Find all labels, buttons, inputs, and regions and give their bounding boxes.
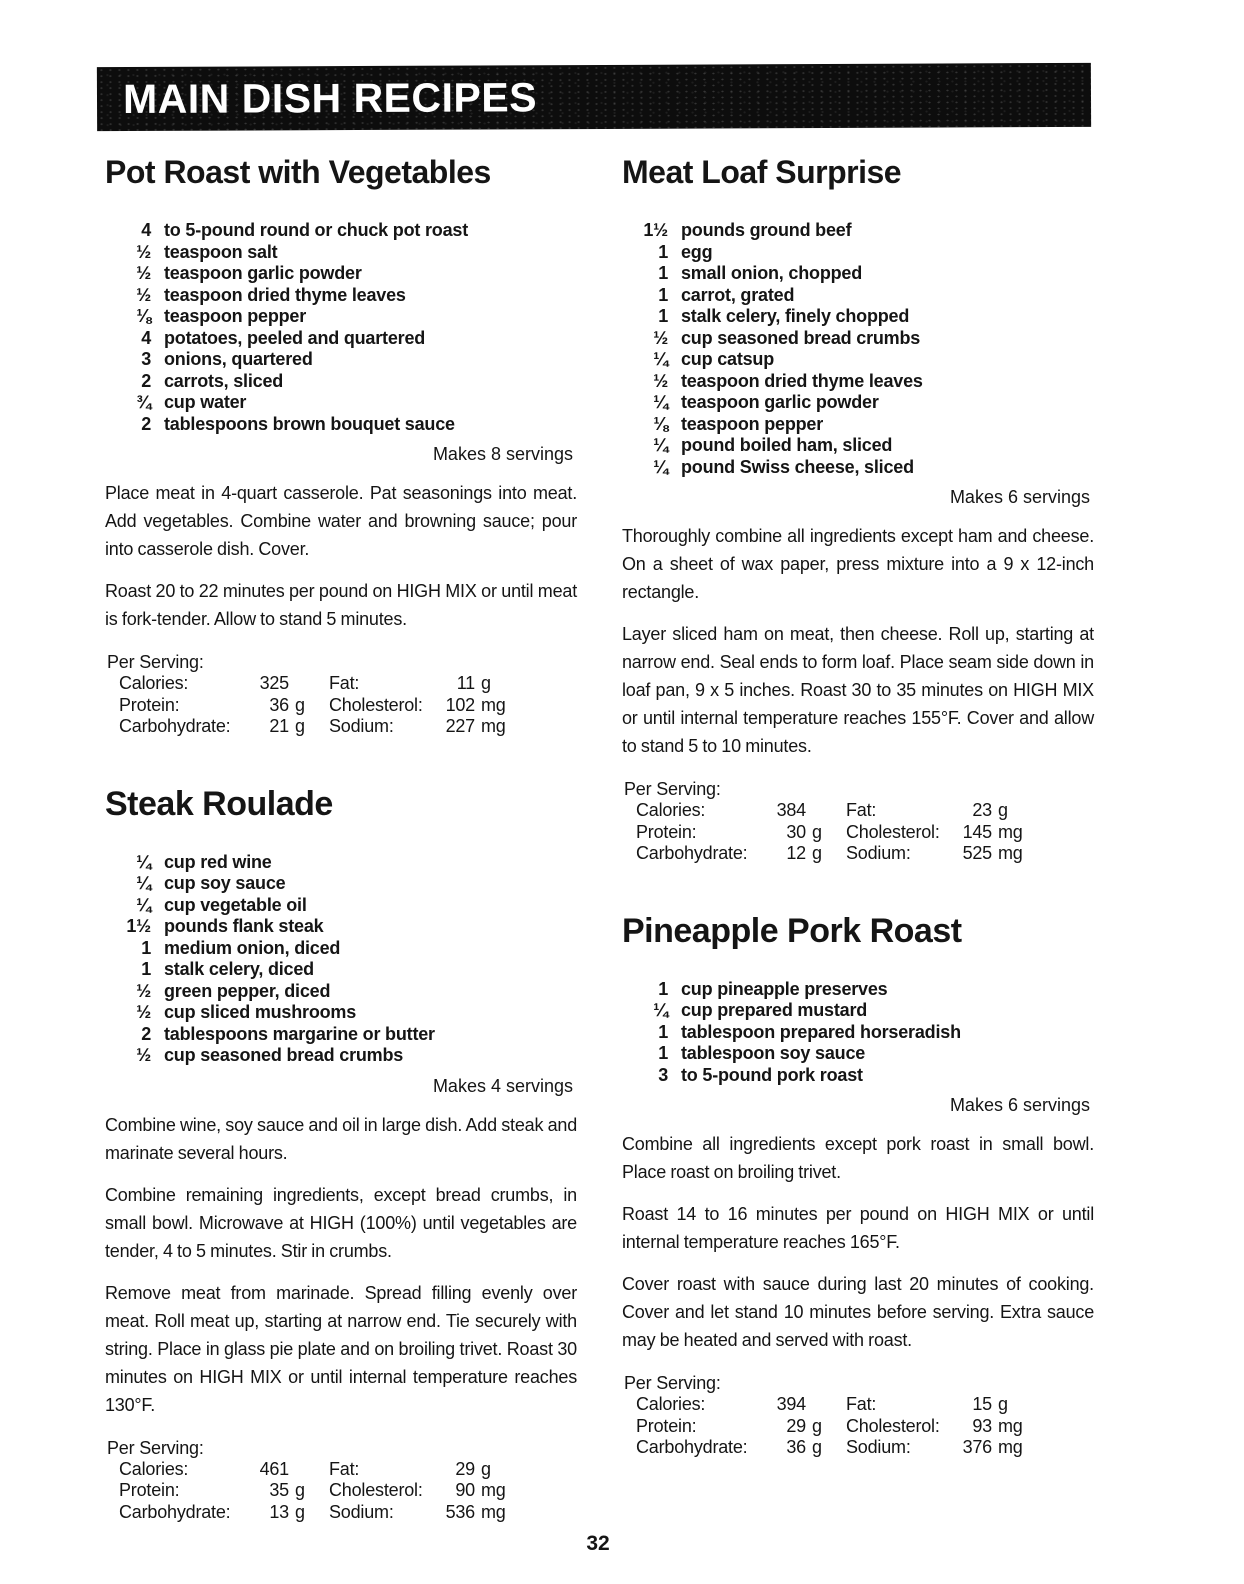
nutrition-block bbox=[105, 651, 577, 738]
ingredient-text: stalk celery, diced bbox=[164, 959, 314, 979]
ingredient-quantity: ⅛ bbox=[136, 306, 151, 326]
ingredient-quantity: 3 bbox=[141, 349, 151, 369]
recipe-title: Pot Roast with Vegetables bbox=[105, 154, 491, 190]
ingredient-text: cup red wine bbox=[164, 851, 272, 872]
ingredient-text: pound boiled ham, sliced bbox=[681, 435, 893, 455]
ingredient-text: teaspoon dried thyme leaves bbox=[681, 370, 923, 391]
nutrition-unit: mg bbox=[998, 1437, 1023, 1457]
nutrition-value: 384 bbox=[776, 800, 806, 820]
ingredient-row bbox=[622, 1043, 1094, 1065]
ingredient-quantity: ⅛ bbox=[653, 413, 668, 434]
per-serving-label: Per Serving: bbox=[624, 779, 721, 799]
nutrition-unit: g bbox=[812, 821, 822, 842]
ingredient-quantity: ½ bbox=[653, 327, 668, 348]
ingredient-text: carrots, sliced bbox=[164, 370, 284, 391]
nutrition-value: 93 bbox=[972, 1415, 992, 1436]
ingredient-text: pounds flank steak bbox=[164, 916, 324, 936]
ingredient-row bbox=[105, 1002, 577, 1024]
ingredient-quantity: 1½ bbox=[126, 916, 151, 936]
ingredient-text: tablespoon prepared horseradish bbox=[681, 1021, 961, 1042]
ingredient-text: teaspoon garlic powder bbox=[681, 392, 879, 412]
nutrition-unit: g bbox=[295, 716, 305, 736]
ingredient-text: teaspoon dried thyme leaves bbox=[164, 284, 406, 305]
ingredient-row bbox=[105, 895, 577, 917]
nutrition-value: 90 bbox=[455, 1480, 475, 1500]
nutrition-label: Protein: bbox=[119, 694, 180, 715]
instruction-paragraph: Roast 14 to 16 minutes per pound on HIGH MIX or until internal temperature reaches 165°F. bbox=[622, 1204, 1094, 1252]
ingredient-list bbox=[105, 220, 577, 435]
nutrition-value: 30 bbox=[786, 821, 806, 842]
nutrition-label: Sodium: bbox=[329, 1501, 394, 1522]
ingredient-quantity: 4 bbox=[141, 220, 151, 240]
ingredient-row bbox=[105, 349, 577, 371]
ingredient-text: pound Swiss cheese, sliced bbox=[681, 456, 914, 477]
nutrition-label: Calories: bbox=[119, 1458, 189, 1479]
ingredient-row bbox=[622, 979, 1094, 1001]
instructions bbox=[105, 1111, 577, 1419]
ingredient-text: cup soy sauce bbox=[164, 873, 286, 893]
nutrition-label: Calories: bbox=[636, 800, 706, 820]
ingredient-row bbox=[105, 392, 577, 414]
ingredient-row bbox=[105, 414, 577, 436]
left-column bbox=[105, 152, 577, 1523]
ingredient-quantity: ¼ bbox=[653, 392, 668, 412]
ingredient-text: cup water bbox=[164, 392, 247, 412]
nutrition-value: 536 bbox=[445, 1501, 475, 1522]
ingredient-quantity: 1 bbox=[658, 978, 668, 999]
ingredient-row bbox=[105, 938, 577, 960]
ingredient-list bbox=[622, 979, 1094, 1087]
instruction-paragraph: Thoroughly combine all ingredients except ham and cheese. On a sheet of wax paper, press mixture into a 9 x 12-inch rectangle. bbox=[622, 526, 1094, 602]
nutrition-block bbox=[622, 778, 1094, 865]
ingredient-quantity: 1 bbox=[141, 937, 151, 958]
ingredient-quantity: 1 bbox=[658, 263, 668, 283]
nutrition-value: 36 bbox=[269, 694, 289, 715]
instruction-paragraph: Combine remaining ingredients, except bread crumbs, in small bowl. Microwave at HIGH (100%) until vegetables are tender, 4 to 5 minutes. Stir in crumbs. bbox=[105, 1184, 577, 1261]
ingredient-quantity: 3 bbox=[658, 1064, 668, 1085]
instruction-paragraph: Combine wine, soy sauce and oil in large dish. Add steak and marinate several hours. bbox=[105, 1114, 577, 1163]
nutrition-value: 36 bbox=[786, 1437, 806, 1457]
nutrition-value: 525 bbox=[962, 843, 992, 863]
nutrition-unit: mg bbox=[998, 843, 1023, 863]
ingredient-row bbox=[622, 285, 1094, 307]
nutrition-row bbox=[622, 822, 1094, 844]
nutrition-value: 394 bbox=[776, 1394, 806, 1414]
instruction-paragraph: Remove meat from marinade. Spread filling evenly over meat. Roll meat up, starting at narrow end. Tie securely with string. Place in glass pie plate and on broiling trivet. Roast 30 minutes on HIGH MIX or until internal temperature reaches 130°F. bbox=[105, 1282, 577, 1415]
nutrition-row bbox=[622, 1437, 1094, 1459]
nutrition-value: 13 bbox=[269, 1501, 289, 1522]
ingredient-quantity: ½ bbox=[136, 1002, 151, 1022]
nutrition-rows bbox=[105, 1459, 577, 1524]
ingredient-text: cup vegetable oil bbox=[164, 894, 307, 915]
nutrition-block bbox=[105, 1437, 577, 1524]
section-title: MAIN DISH RECIPES bbox=[122, 73, 538, 122]
ingredient-row bbox=[105, 981, 577, 1003]
nutrition-value: 11 bbox=[456, 673, 475, 693]
ingredient-row bbox=[105, 371, 577, 393]
recipe-title: Meat Loaf Surprise bbox=[622, 154, 902, 190]
ingredient-row bbox=[105, 852, 577, 874]
ingredient-text: to 5-pound round or chuck pot roast bbox=[164, 220, 468, 240]
nutrition-unit: g bbox=[481, 1458, 491, 1479]
nutrition-row bbox=[105, 1459, 577, 1481]
ingredient-text: tablespoon soy sauce bbox=[681, 1043, 866, 1063]
nutrition-row bbox=[622, 1394, 1094, 1416]
ingredient-quantity: 1 bbox=[658, 241, 668, 262]
nutrition-label: Cholesterol: bbox=[846, 1415, 940, 1436]
ingredient-quantity: ½ bbox=[136, 284, 151, 305]
nutrition-row bbox=[105, 1480, 577, 1502]
nutrition-label: Carbohydrate: bbox=[636, 1437, 748, 1457]
nutrition-rows bbox=[622, 800, 1094, 865]
recipe-pot-roast-with-vegetables bbox=[105, 152, 577, 738]
instruction-paragraph: Layer sliced ham on meat, then cheese. Roll up, starting at narrow end. Seal ends to form loaf. Place seam side down in loaf pan, 9 x 5 inches. Roast 30 to 35 minutes on HIGH MIX or until internal temperature reaches 155°F. Cover and allow to stand 5 to 10 minutes. bbox=[622, 624, 1094, 756]
ingredient-row bbox=[105, 328, 577, 350]
nutrition-label: Protein: bbox=[636, 1415, 697, 1436]
instructions bbox=[105, 479, 577, 633]
section-header-bar bbox=[97, 63, 1091, 131]
instruction-paragraph: Place meat in 4-quart casserole. Pat seasonings into meat. Add vegetables. Combine water and browning sauce; pour into casserole dish. Cover. bbox=[105, 483, 577, 559]
ingredient-quantity: 1 bbox=[658, 1021, 668, 1042]
ingredient-text: carrot, grated bbox=[681, 284, 795, 305]
ingredient-quantity: 2 bbox=[141, 413, 151, 434]
nutrition-value: 15 bbox=[972, 1394, 992, 1414]
servings-note: Makes 8 servings bbox=[432, 444, 573, 464]
ingredient-row bbox=[622, 1000, 1094, 1022]
nutrition-label: Protein: bbox=[636, 821, 697, 842]
nutrition-unit bbox=[289, 673, 329, 695]
ingredient-row bbox=[622, 1022, 1094, 1044]
ingredient-row bbox=[622, 457, 1094, 479]
nutrition-label: Fat: bbox=[846, 800, 877, 820]
ingredient-text: teaspoon pepper bbox=[164, 306, 307, 326]
nutrition-unit: g bbox=[481, 673, 491, 693]
ingredient-text: cup catsup bbox=[681, 349, 775, 369]
ingredient-text: to 5-pound pork roast bbox=[681, 1064, 863, 1085]
ingredient-row bbox=[622, 414, 1094, 436]
nutrition-value: 461 bbox=[259, 1458, 289, 1479]
recipe-meat-loaf-surprise bbox=[622, 152, 1094, 865]
nutrition-unit: g bbox=[295, 1480, 305, 1500]
ingredient-quantity: ¼ bbox=[653, 349, 668, 369]
nutrition-rows bbox=[105, 673, 577, 738]
nutrition-unit: mg bbox=[998, 821, 1023, 842]
ingredient-text: green pepper, diced bbox=[164, 980, 331, 1001]
nutrition-label: Calories: bbox=[636, 1394, 706, 1414]
ingredient-row bbox=[622, 349, 1094, 371]
per-serving-label: Per Serving: bbox=[107, 652, 204, 672]
instruction-paragraph: Combine all ingredients except pork roast in small bowl. Place roast on broiling trivet. bbox=[622, 1134, 1094, 1182]
nutrition-unit: g bbox=[812, 1437, 822, 1457]
ingredient-list bbox=[622, 220, 1094, 478]
nutrition-label: Sodium: bbox=[329, 716, 394, 736]
servings-note: Makes 6 servings bbox=[949, 1095, 1090, 1115]
nutrition-value: 29 bbox=[455, 1458, 475, 1479]
nutrition-label: Fat: bbox=[329, 673, 360, 693]
ingredient-quantity: ¼ bbox=[653, 1000, 668, 1020]
nutrition-value: 21 bbox=[269, 716, 289, 736]
nutrition-unit bbox=[806, 1394, 846, 1416]
ingredient-text: medium onion, diced bbox=[164, 937, 341, 958]
nutrition-value: 102 bbox=[445, 694, 475, 715]
nutrition-value: 376 bbox=[962, 1437, 992, 1457]
instruction-paragraph: Cover roast with sauce during last 20 minutes of cooking. Cover and let stand 10 minutes before serving. Extra sauce may be heated and served with roast. bbox=[622, 1274, 1094, 1350]
recipe-title: Pineapple Pork Roast bbox=[622, 911, 962, 950]
ingredient-list bbox=[105, 852, 577, 1067]
ingredient-quantity: 1 bbox=[658, 1043, 668, 1063]
ingredient-row bbox=[105, 263, 577, 285]
ingredient-quantity: 1½ bbox=[643, 220, 668, 240]
nutrition-rows bbox=[622, 1394, 1094, 1459]
nutrition-label: Sodium: bbox=[846, 1437, 911, 1457]
nutrition-unit bbox=[806, 800, 846, 822]
nutrition-value: 325 bbox=[259, 673, 289, 693]
per-serving-label: Per Serving: bbox=[624, 1373, 721, 1393]
ingredient-quantity: ½ bbox=[136, 241, 151, 262]
nutrition-value: 23 bbox=[972, 800, 992, 820]
ingredient-text: cup seasoned bread crumbs bbox=[164, 1045, 404, 1065]
ingredient-row bbox=[622, 371, 1094, 393]
instructions bbox=[622, 522, 1094, 760]
nutrition-unit: mg bbox=[481, 716, 506, 736]
nutrition-label: Fat: bbox=[846, 1394, 877, 1414]
nutrition-row bbox=[622, 1416, 1094, 1438]
nutrition-unit: mg bbox=[481, 1501, 506, 1522]
nutrition-label: Fat: bbox=[329, 1458, 360, 1479]
ingredient-quantity: ½ bbox=[653, 370, 668, 391]
nutrition-value: 12 bbox=[786, 843, 806, 863]
ingredient-row bbox=[105, 959, 577, 981]
ingredient-quantity: ½ bbox=[136, 263, 151, 283]
ingredient-row bbox=[622, 1065, 1094, 1087]
recipe-title: Steak Roulade bbox=[105, 784, 333, 823]
nutrition-row bbox=[105, 716, 577, 738]
ingredient-row bbox=[105, 306, 577, 328]
nutrition-row bbox=[105, 695, 577, 717]
ingredient-quantity: ¼ bbox=[653, 456, 668, 477]
ingredient-quantity: ¼ bbox=[136, 851, 151, 872]
ingredient-quantity: 1 bbox=[658, 284, 668, 305]
servings-note: Makes 6 servings bbox=[949, 487, 1090, 507]
nutrition-unit: g bbox=[998, 1394, 1008, 1414]
nutrition-row bbox=[105, 673, 577, 695]
nutrition-unit bbox=[289, 1459, 329, 1481]
ingredient-text: tablespoons brown bouquet sauce bbox=[164, 413, 455, 434]
ingredient-text: cup sliced mushrooms bbox=[164, 1002, 357, 1022]
nutrition-row bbox=[105, 1502, 577, 1524]
ingredient-quantity: 2 bbox=[141, 1023, 151, 1044]
ingredient-text: potatoes, peeled and quartered bbox=[164, 327, 426, 348]
ingredient-row bbox=[622, 306, 1094, 328]
ingredient-quantity: 1 bbox=[141, 959, 151, 979]
ingredient-quantity: 2 bbox=[141, 370, 151, 391]
ingredient-text: pounds ground beef bbox=[681, 220, 852, 240]
ingredient-row bbox=[622, 328, 1094, 350]
nutrition-block bbox=[622, 1372, 1094, 1459]
nutrition-label: Cholesterol: bbox=[329, 1480, 423, 1500]
ingredient-text: onions, quartered bbox=[164, 349, 313, 369]
ingredient-text: teaspoon garlic powder bbox=[164, 263, 362, 283]
instructions bbox=[622, 1130, 1094, 1354]
ingredient-row bbox=[105, 242, 577, 264]
ingredient-row bbox=[622, 220, 1094, 242]
ingredient-row bbox=[105, 285, 577, 307]
ingredient-text: small onion, chopped bbox=[681, 263, 863, 283]
ingredient-quantity: 4 bbox=[141, 327, 151, 348]
ingredient-text: cup seasoned bread crumbs bbox=[681, 327, 921, 348]
recipe-pineapple-pork-roast bbox=[622, 911, 1094, 1459]
nutrition-label: Cholesterol: bbox=[846, 821, 940, 842]
nutrition-label: Sodium: bbox=[846, 843, 911, 863]
per-serving-label: Per Serving: bbox=[107, 1437, 204, 1458]
ingredient-text: cup prepared mustard bbox=[681, 1000, 868, 1020]
nutrition-label: Carbohydrate: bbox=[636, 843, 748, 863]
nutrition-label: Protein: bbox=[119, 1480, 180, 1500]
ingredient-quantity: ¼ bbox=[136, 873, 151, 893]
ingredient-row bbox=[622, 263, 1094, 285]
nutrition-unit: g bbox=[295, 1501, 305, 1522]
recipe-steak-roulade bbox=[105, 784, 577, 1524]
ingredient-text: teaspoon pepper bbox=[681, 413, 824, 434]
ingredient-row bbox=[105, 220, 577, 242]
ingredient-text: egg bbox=[681, 241, 713, 262]
ingredient-quantity: ½ bbox=[136, 980, 151, 1001]
nutrition-row bbox=[622, 800, 1094, 822]
ingredient-row bbox=[622, 392, 1094, 414]
nutrition-value: 227 bbox=[445, 716, 475, 736]
ingredient-row bbox=[105, 916, 577, 938]
ingredient-row bbox=[622, 242, 1094, 264]
nutrition-label: Calories: bbox=[119, 673, 189, 693]
nutrition-label: Cholesterol: bbox=[329, 694, 423, 715]
ingredient-row bbox=[622, 435, 1094, 457]
right-column bbox=[622, 152, 1094, 1459]
instruction-paragraph: Roast 20 to 22 minutes per pound on HIGH MIX or until meat is fork-tender. Allow to stand 5 minutes. bbox=[105, 581, 577, 629]
nutrition-unit: g bbox=[812, 1415, 822, 1436]
ingredient-row bbox=[105, 1024, 577, 1046]
nutrition-label: Carbohydrate: bbox=[119, 716, 231, 736]
nutrition-label: Carbohydrate: bbox=[119, 1501, 231, 1522]
nutrition-value: 29 bbox=[786, 1415, 806, 1436]
ingredient-row bbox=[105, 873, 577, 895]
ingredient-text: stalk celery, finely chopped bbox=[681, 306, 910, 326]
ingredient-quantity: ¼ bbox=[136, 894, 151, 915]
nutrition-row bbox=[622, 843, 1094, 865]
servings-note: Makes 4 servings bbox=[432, 1075, 573, 1096]
ingredient-text: cup pineapple preserves bbox=[681, 978, 888, 999]
ingredient-quantity: ½ bbox=[136, 1045, 151, 1065]
ingredient-quantity: ¼ bbox=[653, 435, 668, 455]
nutrition-unit: mg bbox=[998, 1415, 1023, 1436]
ingredient-quantity: 1 bbox=[658, 306, 668, 326]
ingredient-row bbox=[105, 1045, 577, 1067]
nutrition-value: 145 bbox=[962, 821, 992, 842]
ingredient-text: teaspoon salt bbox=[164, 241, 278, 262]
ingredient-text: tablespoons margarine or butter bbox=[164, 1023, 435, 1044]
page-number: 32 bbox=[586, 1532, 610, 1555]
nutrition-unit: g bbox=[812, 843, 822, 863]
ingredient-quantity: ¾ bbox=[136, 392, 151, 412]
nutrition-unit: g bbox=[295, 694, 305, 715]
nutrition-value: 35 bbox=[269, 1480, 289, 1500]
nutrition-unit: mg bbox=[481, 1480, 506, 1500]
nutrition-unit: mg bbox=[481, 694, 506, 715]
nutrition-unit: g bbox=[998, 800, 1008, 820]
